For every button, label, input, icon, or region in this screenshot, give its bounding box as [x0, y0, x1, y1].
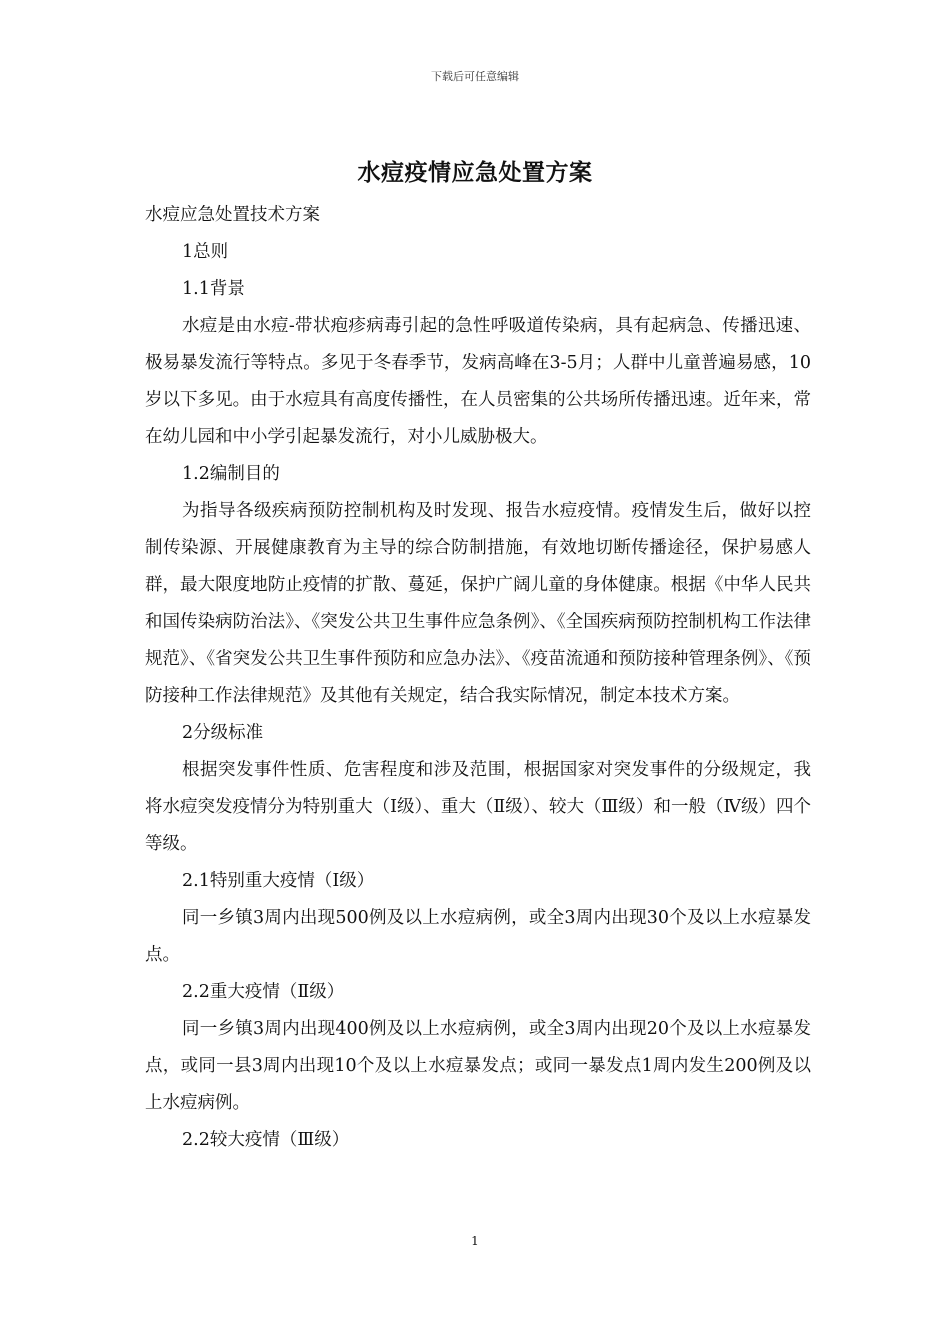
document-title: 水痘疫情应急处置方案 — [357, 160, 593, 186]
section-heading: 2.2较大疫情（Ⅲ级） — [182, 1130, 350, 1150]
section-heading: 1总则 — [182, 242, 229, 262]
paragraph: 同一乡镇3周内出现500例及以上水痘病例，或全3周内出现30个及以上水痘暴发点。 — [145, 908, 811, 965]
paragraph: 水痘是由水痘-带状疱疹病毒引起的急性呼吸道传染病，具有起病急、传播迅速、极易暴发流行等特点。多见于冬春季节，发病高峰在3-5月；人群中儿童普遍易感，10岁以下多见。由于水痘具有高度传播性，在人员密集的公共场所传播迅速。近年来，常在幼儿园和中小学引起暴发流行，对小儿威胁极大。 — [145, 316, 811, 447]
paragraph: 同一乡镇3周内出现400例及以上水痘病例，或全3周内出现20个及以上水痘暴发点，或同一县3周内出现10个及以上水痘暴发点；或同一暴发点1周内发生200例及以上水痘病例。 — [145, 1019, 811, 1113]
document-body — [145, 197, 811, 1159]
section-heading: 2.1特别重大疫情（Ⅰ级） — [182, 871, 375, 891]
paragraph: 根据突发事件性质、危害程度和涉及范围，根据国家对突发事件的分级规定，我将水痘突发疫情分为特别重大（Ⅰ级）、重大（Ⅱ级）、较大（Ⅲ级）和一般（Ⅳ级）四个等级。 — [145, 760, 811, 854]
section-heading: 2.2重大疫情（Ⅱ级） — [182, 982, 345, 1002]
header-note: 下载后可任意编辑 — [431, 70, 519, 83]
section-heading: 1.2编制目的 — [182, 464, 280, 484]
section-heading: 2分级标准 — [182, 723, 264, 743]
paragraph: 为指导各级疾病预防控制机构及时发现、报告水痘疫情。疫情发生后，做好以控制传染源、开展健康教育为主导的综合防制措施，有效地切断传播途径，保护易感人群，最大限度地防止疫情的扩散、蔓延，保护广阔儿童的身体健康。根据《中华人民共和国传染病防治法》、《突发公共卫生事件应急条例》、《全国疾病预防控制机构工作法律规范》、《省突发公共卫生事件预防和应急办法》、《疫苗流通和预防接种管理条例》、《预防接种工作法律规范》及其他有关规定，结合我实际情况，制定本技术方案。 — [145, 501, 811, 706]
section-heading: 1.1背景 — [182, 279, 245, 299]
page-number: 1 — [471, 1234, 479, 1248]
document-subtitle: 水痘应急处置技术方案 — [145, 205, 320, 225]
